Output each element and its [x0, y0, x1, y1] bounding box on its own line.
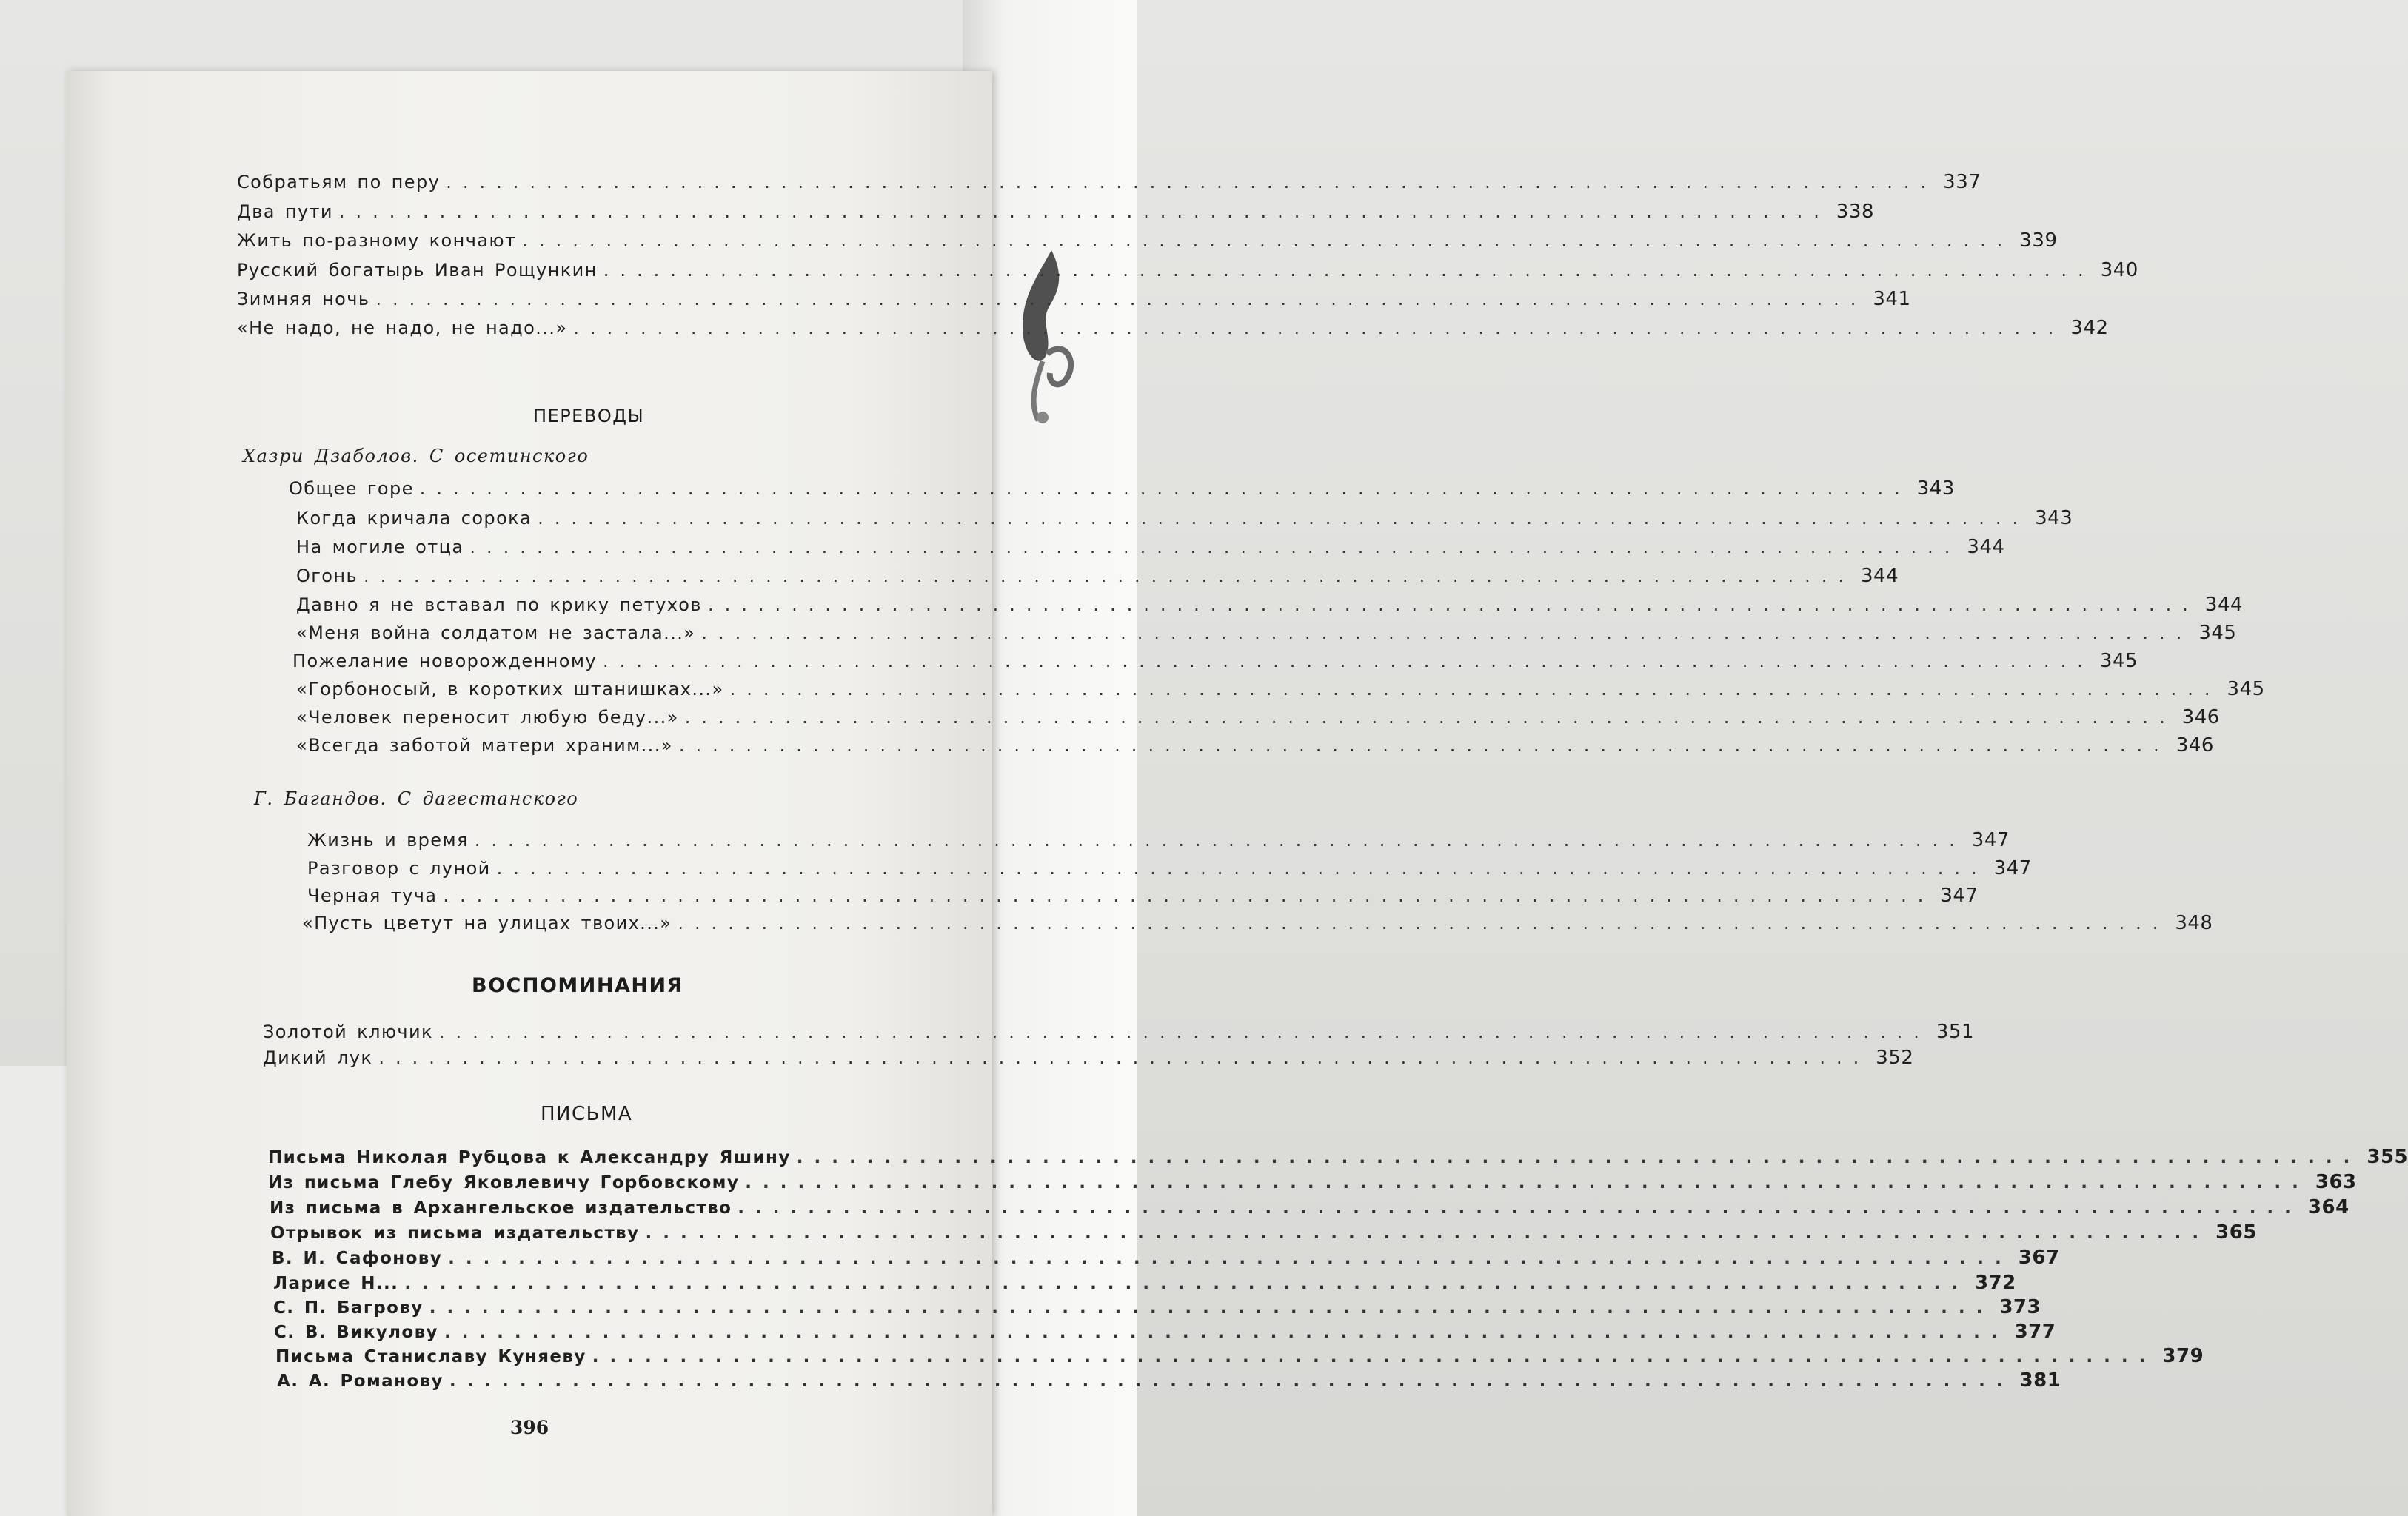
toc-entry: [296, 622, 2237, 644]
toc-leader: .........................................................................................: [796, 1148, 2361, 1167]
toc-leader: .........................................................................................: [446, 172, 1938, 192]
toc-title: «Человек переносит любую беду...»: [296, 707, 679, 728]
toc-title: Два пути: [237, 201, 333, 222]
toc-leader: .........................................................................................: [678, 913, 2170, 933]
toc-title: Русский богатырь Иван Рощункин: [237, 260, 598, 281]
toc-entry: [296, 734, 2214, 757]
toc-leader: .........................................................................................: [745, 1173, 2310, 1193]
toc-entry: [237, 171, 1981, 193]
toc-entry: [296, 565, 1899, 587]
toc-entry: [296, 594, 2244, 616]
toc-leader: .........................................................................................: [378, 1047, 1870, 1068]
toc-entry: [270, 1221, 2257, 1244]
toc-entry: [237, 201, 1875, 223]
toc-page: 343: [2035, 507, 2073, 529]
toc-title: Когда кричала сорока: [296, 508, 532, 529]
toc-title: «Всегда заботой матери храним...»: [296, 735, 673, 756]
toc-title: Разговор с луной: [307, 858, 491, 879]
toc-entry: [268, 1171, 2357, 1193]
section-heading-memoirs: ВОСПОМИНАНИЯ: [472, 974, 683, 997]
toc-title: А. А. Романову: [277, 1372, 444, 1391]
toc-page: 347: [1940, 885, 1979, 907]
toc-entry: [275, 1345, 2204, 1367]
toc-title: В. И. Сафонову: [272, 1249, 443, 1268]
toc-title: Жить по-разному кончают: [237, 230, 517, 251]
toc-entry: [296, 536, 2005, 558]
toc-title: Отрывок из письма издательству: [270, 1224, 640, 1243]
toc-title: Золотой ключик: [263, 1022, 433, 1042]
toc-leader: .........................................................................................: [429, 1298, 1994, 1318]
toc-page: 344: [2204, 594, 2244, 616]
toc-leader: .........................................................................................: [449, 1372, 2014, 1391]
toc-page: 343: [1916, 477, 1955, 500]
toc-leader: .........................................................................................: [729, 679, 2221, 700]
toc-page: 345: [2099, 650, 2138, 672]
toc-title: Огонь: [296, 566, 358, 586]
toc-page: 347: [1993, 857, 2032, 879]
toc-leader: .........................................................................................: [701, 623, 2193, 643]
toc-leader: .........................................................................................: [444, 1323, 2009, 1342]
toc-entry: [302, 912, 2213, 934]
toc-page: 347: [1971, 829, 2010, 851]
toc-leader: .........................................................................................: [603, 260, 2095, 281]
toc-leader: .........................................................................................: [573, 318, 2065, 338]
toc-page: 351: [1936, 1021, 1975, 1043]
toc-leader: .........................................................................................: [474, 830, 1966, 851]
section-heading-letters: ПИСЬМА: [541, 1103, 633, 1125]
toc-title: Ларисе Н...: [273, 1274, 399, 1293]
toc-leader: .........................................................................................: [448, 1249, 2013, 1268]
page-number: 396: [509, 1417, 549, 1438]
toc-leader: .........................................................................................: [645, 1224, 2210, 1243]
toc-title: С. В. Викулову: [274, 1323, 438, 1342]
toc-leader: .........................................................................................: [538, 508, 2030, 529]
toc-page: 338: [1836, 201, 1875, 223]
toc-entry: [296, 706, 2220, 728]
section-heading-translations: ПЕРЕВОДЫ: [533, 406, 645, 426]
book-page: [67, 71, 2408, 1516]
toc-page: 342: [2070, 317, 2109, 339]
toc-entry: [296, 507, 2073, 529]
toc-page: 345: [2227, 678, 2265, 700]
toc-entry: [237, 288, 1911, 310]
toc-page: 340: [2100, 259, 2138, 281]
toc-leader: .........................................................................................: [684, 707, 2176, 728]
toc-page: 346: [2181, 706, 2220, 728]
toc-leader: .........................................................................................: [443, 885, 1935, 906]
toc-entry: [237, 317, 2109, 339]
toc-leader: .........................................................................................: [338, 201, 1830, 222]
toc-entry: [273, 1296, 2041, 1318]
toc-page: 344: [1967, 536, 2005, 558]
toc-leader: .........................................................................................: [375, 289, 1867, 309]
toc-leader: .........................................................................................: [419, 478, 1911, 499]
toc-entry: [272, 1247, 2060, 1269]
toc-entry: [296, 678, 2265, 700]
toc-title: Из письма в Архангельское издательство: [270, 1198, 732, 1218]
toc-entry: [307, 857, 2032, 879]
toc-leader: .........................................................................................: [707, 594, 2199, 615]
table-surface: [0, 1066, 71, 1516]
toc-entry: [263, 1047, 1914, 1069]
toc-leader: .........................................................................................: [404, 1274, 1969, 1293]
toc-page: 377: [2014, 1321, 2056, 1343]
toc-title: «Не надо, не надо, не надо...»: [237, 318, 568, 338]
toc-entry: [292, 650, 2138, 672]
toc-title: Письма Станиславу Куняеву: [275, 1347, 586, 1366]
toc-entry: [270, 1196, 2350, 1218]
toc-leader: .........................................................................................: [678, 735, 2170, 756]
toc-title: Дикий лук: [263, 1047, 373, 1068]
toc-page: 345: [2198, 622, 2237, 644]
toc-page: 344: [1861, 565, 1899, 587]
toc-title: «Горбоносый, в коротких штанишках...»: [296, 679, 724, 700]
toc-page: 352: [1876, 1047, 1914, 1069]
toc-title: С. П. Багрову: [273, 1298, 424, 1318]
toc-page: 367: [2018, 1247, 2060, 1269]
toc-title: «Пусть цветут на улицах твоих...»: [302, 913, 672, 933]
toc-page: 381: [2019, 1369, 2061, 1392]
toc-title: Жизнь и время: [307, 830, 469, 851]
toc-page: 363: [2315, 1171, 2357, 1193]
translation-author-heading: Г. Багандов. С дагестанского: [254, 788, 579, 809]
toc-leader: .........................................................................................: [592, 1347, 2157, 1366]
toc-entry: [263, 1021, 1975, 1043]
toc-title: «Меня война солдатом не застала...»: [296, 623, 696, 643]
toc-leader: .........................................................................................: [438, 1022, 1930, 1042]
toc-page: 341: [1873, 288, 1911, 310]
toc-page: 348: [2175, 912, 2213, 934]
toc-page: 339: [2019, 229, 2058, 252]
toc-title: Пожелание новорожденному: [292, 651, 597, 671]
toc-title: Давно я не вставал по крику петухов: [296, 594, 702, 615]
toc-leader: .........................................................................................: [522, 230, 2014, 251]
toc-page: 337: [1943, 171, 1981, 193]
toc-entry: [289, 477, 1955, 500]
toc-leader: .........................................................................................: [738, 1198, 2302, 1218]
toc-title: Из письма Глебу Яковлевичу Горбовскому: [268, 1173, 740, 1193]
toc-page: 379: [2162, 1345, 2204, 1367]
toc-leader: .........................................................................................: [602, 651, 2094, 671]
toc-page: 355: [2367, 1146, 2408, 1168]
toc-entry: [237, 259, 2138, 281]
toc-page: 372: [1974, 1272, 2016, 1294]
toc-entry: [277, 1369, 2061, 1392]
translation-author-heading: Хазри Дзаболов. С осетинского: [243, 446, 589, 466]
toc-entry: [273, 1272, 2016, 1294]
toc-title: Общее горе: [289, 478, 414, 499]
toc-leader: .........................................................................................: [469, 537, 1961, 557]
toc-title: Собратьям по перу: [237, 172, 441, 192]
toc-page: 364: [2307, 1196, 2350, 1218]
toc-title: Письма Николая Рубцова к Александру Яшину: [268, 1148, 791, 1167]
toc-title: Черная туча: [307, 885, 438, 906]
toc-entry: [307, 885, 1979, 907]
toc-leader: .........................................................................................: [364, 566, 1856, 586]
toc-page: 365: [2215, 1221, 2257, 1244]
toc-page: 373: [1999, 1296, 2041, 1318]
toc-entry: [274, 1321, 2056, 1343]
toc-entry: [237, 229, 2058, 252]
toc-entry: [268, 1146, 2408, 1168]
toc-title: На могиле отца: [296, 537, 464, 557]
toc-leader: .........................................................................................: [496, 858, 1988, 879]
toc-entry: [307, 829, 2010, 851]
toc-page: 346: [2175, 734, 2214, 757]
toc-title: Зимняя ночь: [237, 289, 370, 309]
